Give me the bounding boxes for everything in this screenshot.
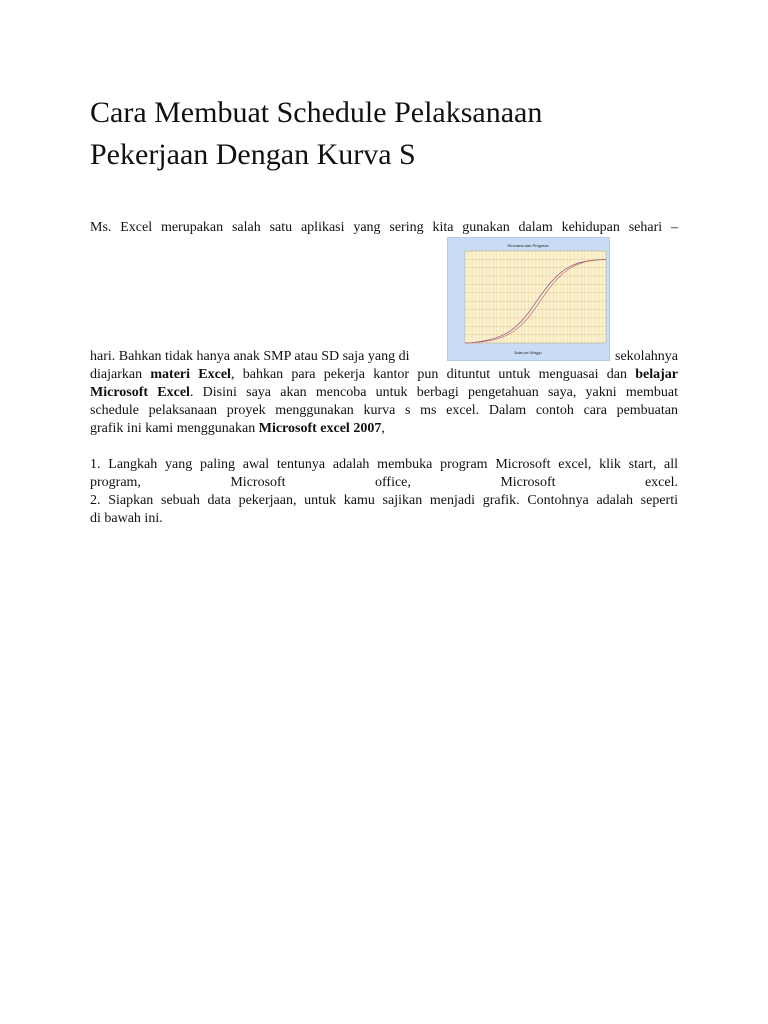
- paragraph-line: [90, 219, 678, 237]
- s-curve-chart-image: [447, 237, 610, 361]
- word: office,: [375, 475, 411, 490]
- word: excel.: [644, 475, 678, 490]
- step-2-line: [90, 492, 678, 510]
- text: di bawah ini.: [90, 511, 163, 526]
- paragraph-line-right: [90, 348, 678, 366]
- word: Microsoft: [230, 475, 286, 490]
- step-2-line-2: [90, 510, 678, 528]
- text: schedule pelaksanaan proyek menggunakan kurva s ms excel. Dalam contoh cara pembuatan: [90, 403, 678, 418]
- text: sekolahnya: [615, 349, 678, 364]
- title-line-2: Pekerjaan Dengan Kurva S: [90, 138, 416, 171]
- word: Microsoft: [500, 475, 556, 490]
- text: grafik ini kami menggunakan: [90, 421, 259, 436]
- chart-grid: [465, 251, 606, 343]
- paragraph-line: [90, 402, 678, 420]
- word: program,: [90, 475, 141, 490]
- paragraph-line: [90, 420, 678, 438]
- step-1-line: [90, 456, 678, 474]
- link-microsoft-excel[interactable]: Microsoft Excel: [90, 385, 190, 400]
- text: hari. Bahkan tidak hanya anak SMP atau SD saja yang di: [90, 349, 410, 364]
- link-belajar[interactable]: belajar: [635, 367, 678, 382]
- chart-title: Rencana dan Progress: [507, 243, 549, 248]
- text: 2. Siapkan sebuah data pekerjaan, untuk kamu sajikan menjadi grafik. Contohnya adalah seperti: [90, 493, 678, 508]
- text: , bahkan para pekerja kantor pun dituntut untuk menguasai dan: [230, 367, 636, 382]
- text: Ms. Excel merupakan salah satu aplikasi yang sering kita gunakan dalam kehidupan sehari –: [90, 220, 678, 235]
- text: 1. Langkah yang paling awal tentunya adalah membuka program Microsoft excel, klik start, all: [90, 457, 678, 472]
- link-materi-excel[interactable]: materi Excel: [150, 367, 231, 382]
- x-axis-label: Bulan ke/ Minggu: [514, 351, 542, 355]
- paragraph-line: [90, 384, 678, 402]
- text: ,: [381, 421, 385, 436]
- text: . Disini saya akan mencoba untuk berbagi pengetahuan saya, yakni membuat: [189, 385, 678, 400]
- text: diajarkan: [90, 367, 151, 382]
- page-title: [90, 92, 690, 176]
- title-line-1: Cara Membuat Schedule Pelaksanaan: [90, 96, 543, 129]
- bold-microsoft-excel-2007: Microsoft excel 2007: [258, 421, 382, 436]
- step-1-line-2: [90, 474, 678, 492]
- s-curve-chart: [448, 238, 609, 360]
- paragraph-line: [90, 366, 678, 384]
